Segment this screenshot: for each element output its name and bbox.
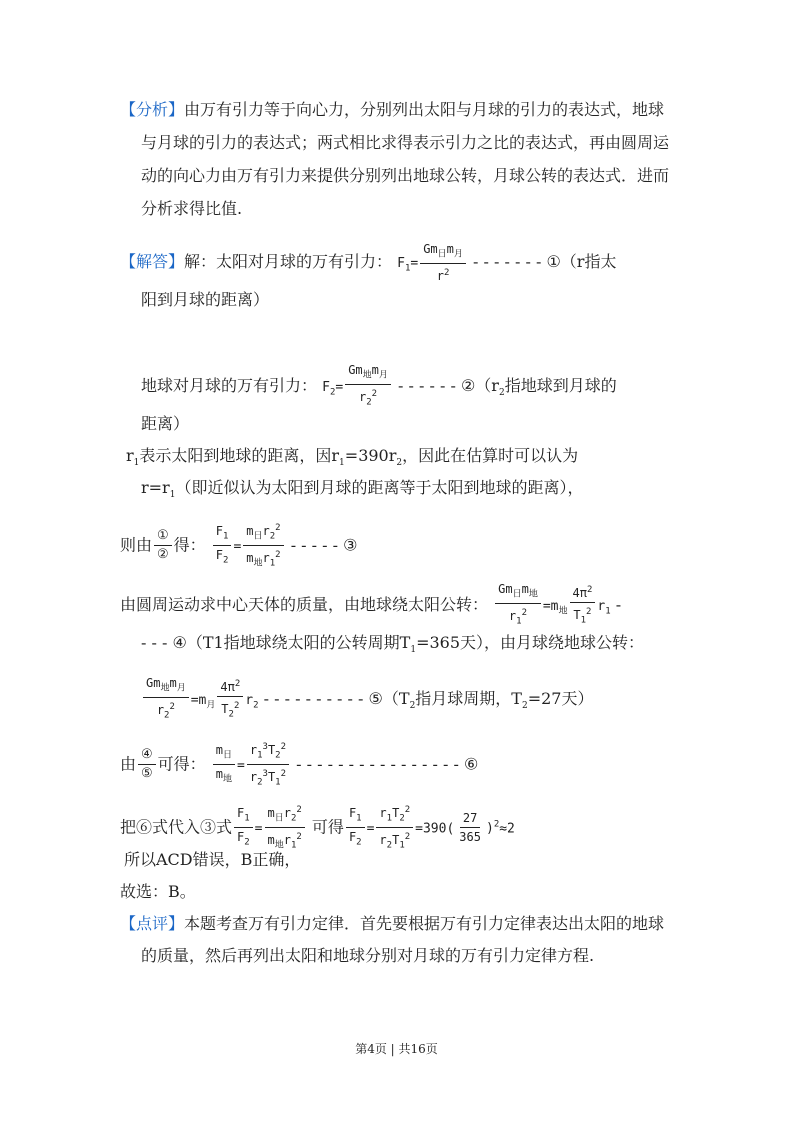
comment-tag: 【点评】 xyxy=(120,914,185,933)
r-approx-line: $r=r_1$（即近似认为太阳到月球的距离等于太阳到地球的距离）， xyxy=(141,478,584,501)
fraction-moon-gravity: $\frac{Gm_地m_月}{r_2^2}$ xyxy=(143,676,189,723)
solution-eq2-line: 地球对月球的万有引力： $F_2=$ $\frac{Gm_地m_月}{r_2^2}$ - - - - - - $②(r_2$指地球到月球的 xyxy=(141,363,617,408)
answer-line: 故选：B。 xyxy=(120,882,196,901)
fraction-f1-f2-c: $\frac{F_1}{F_2}$ xyxy=(346,806,365,850)
solution-eq1-line: 【解答】解：太阳对月球的万有引力： $F_1=$ $\frac{Gm_日m_月}{r^2}$ - - - - - - - ①（r指太 xyxy=(120,242,617,284)
eq6-line: 由 $\frac{\text{④}}{\text{⑤}}$ 可得： $\frac{m_日}{m_地}$ = $\frac{r_1^3T_2^2}{r_2^3T_1^2}$ - - - - - - - - - - - - - - - - ⑥ xyxy=(120,742,479,788)
comment-line-2: 的质量，然后再列出太阳和地球分别对月球的万有引力定律方程. xyxy=(141,946,595,965)
fraction-eq1: $\frac{Gm_日m_月}{r^2}$ xyxy=(420,242,466,283)
solution-eq1-cont: 阳到月球的距离） xyxy=(141,290,270,309)
fraction-eq6: $\frac{r_1^3T_2^2}{r_2^3T_1^2}$ xyxy=(247,740,289,790)
analysis-line-1: 【分析】由万有引力等于向心力，分别列出太阳与月球的引力的表达式，地球 xyxy=(120,100,665,119)
page-footer: 第4页 | 共16页 xyxy=(355,1042,438,1056)
r1-definition-line: $r_1$表示太阳到地球的距离，因$r_1=390r_2$，因此在估算时可以认为 xyxy=(126,446,579,469)
comment-line-1: 【点评】本题考查万有引力定律．首先要根据万有引力定律表达出太阳的地球 xyxy=(120,914,665,933)
ratio-eq3-line: 则由 $\frac{\text{①}}{\text{②}}$ 得： $\frac{F_1}{F_2}$ = $\frac{m_日r_2^2}{m_地r_1^2}$ - - - - - ③ xyxy=(120,523,358,569)
fraction-eq2: $\frac{Gm_地m_月}{r_2^2}$ xyxy=(345,363,391,410)
conclusion-line: 所以ACD错误，B正确， xyxy=(124,850,301,869)
fraction-earth-centripetal: $\frac{4\pi^2}{T_1^2}$ xyxy=(570,583,596,627)
fraction-sub-a: $\frac{m_日r_2^2}{m_地r_1^2}$ xyxy=(265,803,305,853)
fraction-1-over-2: $\frac{\text{①}}{\text{②}}$ xyxy=(154,529,172,562)
fraction-4-over-5: $\frac{\text{④}}{\text{⑤}}$ xyxy=(138,748,156,781)
fraction-sub-b: $\frac{r_1T_2^2}{r_2T_1^2}$ xyxy=(376,803,413,853)
analysis-tag: 【分析】 xyxy=(120,100,185,119)
formula-f2: $F_2=$ xyxy=(322,379,344,398)
substitution-line: 把⑥式代入③式 $\frac{F_1}{F_2}$ = $\frac{m_日r_2^2}{m_地r_1^2}$ 可得 $\frac{F_1}{F_2}$ = $\frac{r_1T_2^2}{r_2T_1^2}$ =390( $\frac{27}{365}$ )$^2$≈2 xyxy=(120,805,515,851)
fraction-ratio-eq3: $\frac{m_日r_2^2}{m_地r_1^2}$ xyxy=(243,521,283,571)
fraction-27-365: $\frac{27}{365}$ xyxy=(459,811,481,845)
fraction-f1-f2: $\frac{F_1}{F_2}$ xyxy=(213,524,232,568)
analysis-line-2: 与月球的引力的表达式；两式相比求得表示引力之比的表达式，再由圆周运 xyxy=(141,133,670,152)
analysis-line-3: 动的向心力由万有引力来提供分别列出地球公转，月球公转的表达式．进而 xyxy=(141,166,670,185)
fraction-moon-centripetal: $\frac{4\pi^2}{T_2^2}$ xyxy=(217,677,243,721)
fraction-f1-f2-b: $\frac{F_1}{F_2}$ xyxy=(234,806,253,850)
formula-f1: $F_1=$ xyxy=(397,256,419,274)
solution-eq2-cont: 距离） xyxy=(141,414,190,433)
earth-orbit-line: 由圆周运动求中心天体的质量，由地球绕太阳公转： $\frac{Gm_日m_地}{r_1^2}$ $=m_地$ $\frac{4\pi^2}{T_1^2}$ $r_1$ - xyxy=(120,582,622,627)
fraction-mass-ratio: $\frac{m_日}{m_地}$ xyxy=(213,743,235,787)
solution-tag: 【解答】 xyxy=(120,252,185,272)
eq4-line: - - - ④（T1指地球绕太阳的公转周期$T_1=365$天），由月球绕地球公转： xyxy=(141,633,645,656)
fraction-earth-gravity: $\frac{Gm_日m_地}{r_1^2}$ xyxy=(495,582,541,629)
moon-orbit-line: $\frac{Gm_地m_月}{r_2^2}$ $=m_月$ $\frac{4\pi^2}{T_2^2}$ $r_2$ - - - - - - - - - - $⑤(T_2$指月球周期，$T_2=27$天） xyxy=(141,676,594,723)
analysis-line-4: 分析求得比值. xyxy=(141,199,243,218)
